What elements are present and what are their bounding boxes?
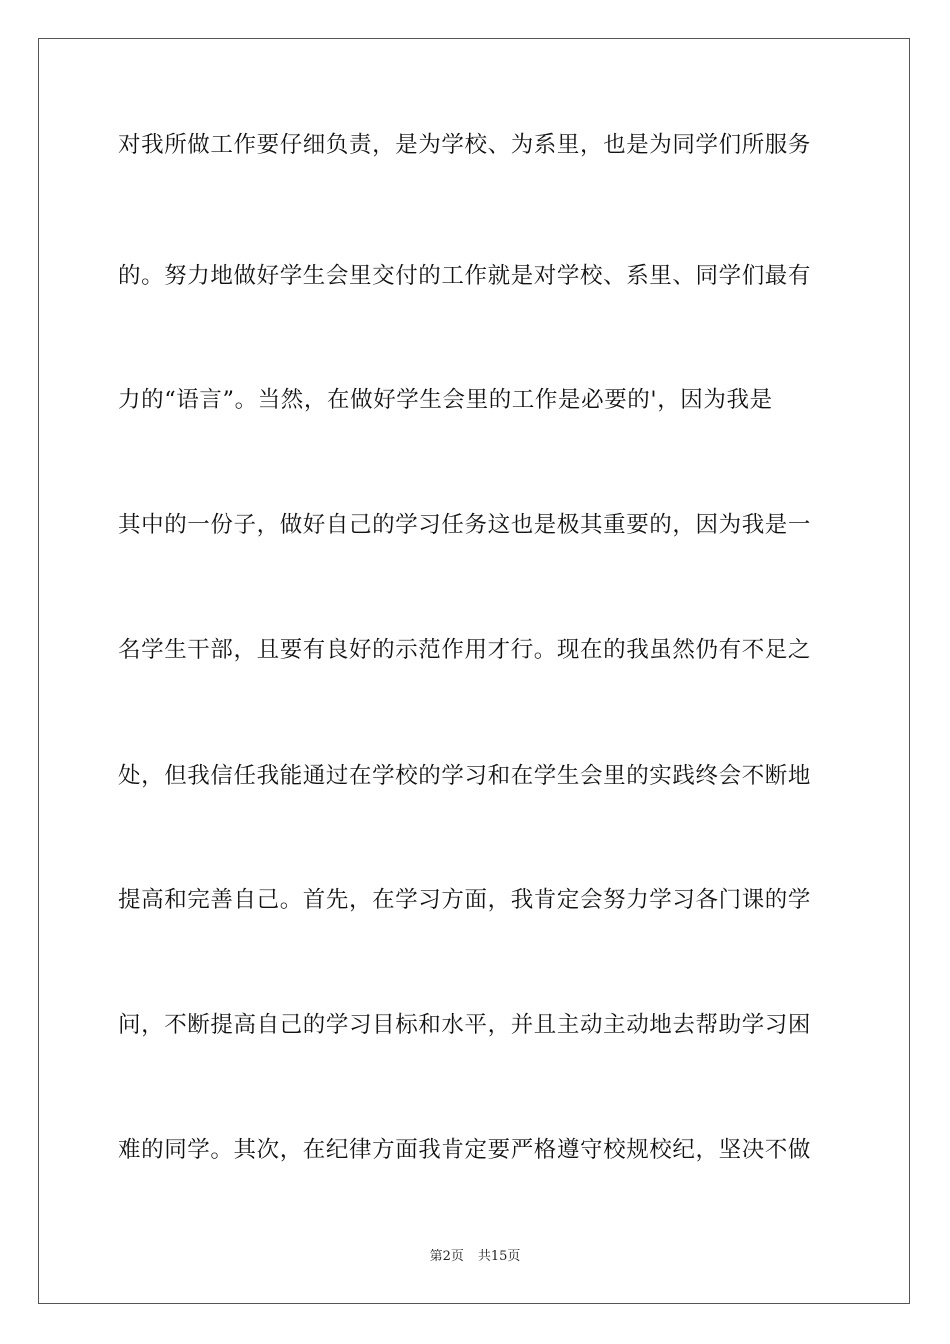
text-line: 提高和完善自己。首先，在学习方面，我肯定会努力学习各门课的学: [118, 887, 812, 913]
page-number: 第2页: [429, 1249, 464, 1264]
text-line: 处，但我信任我能通过在学校的学习和在学生会里的实践终会不断地: [118, 763, 812, 789]
text-line: 难的同学。其次，在纪律方面我肯定要严格遵守校规校纪，坚决不做: [118, 1137, 812, 1163]
text-line: 问，不断提高自己的学习目标和水平，并且主动主动地去帮助学习困: [118, 1012, 812, 1038]
page-frame: [38, 38, 910, 1304]
text-line: 其中的一份子，做好自己的学习任务这也是极其重要的，因为我是一: [118, 512, 812, 538]
text-line: 力的“语言”。当然，在做好学生会里的工作是必要的'，因为我是: [118, 387, 773, 413]
text-line: 对我所做工作要仔细负责，是为学校、为系里，也是为同学们所服务: [118, 132, 812, 158]
text-line: 的。努力地做好学生会里交付的工作就是对学校、系里、同学们最有: [118, 263, 812, 289]
page-total: 共15页: [477, 1249, 521, 1264]
page-footer: [0, 1248, 950, 1266]
text-line: 名学生干部，且要有良好的示范作用才行。现在的我虽然仍有不足之: [118, 637, 812, 663]
